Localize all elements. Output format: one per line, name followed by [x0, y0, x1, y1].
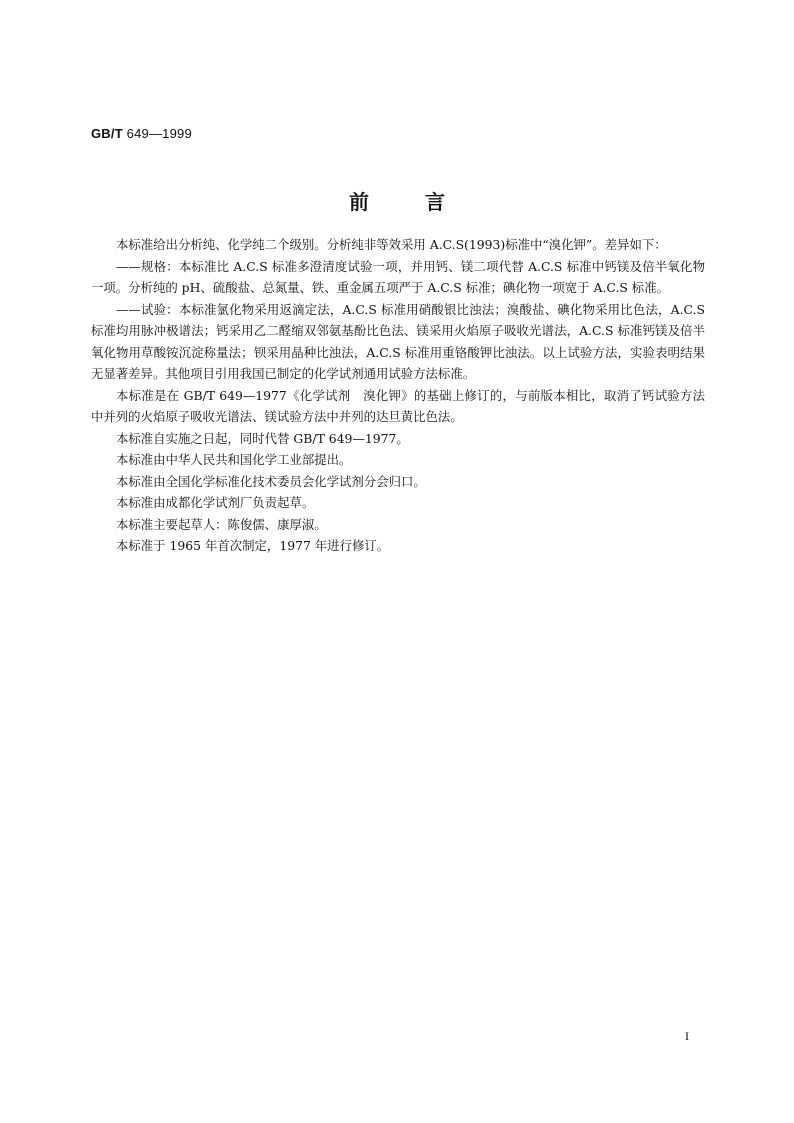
- standard-code: [91, 126, 192, 141]
- page-number: I: [685, 1029, 689, 1043]
- paragraph-drafting-unit: 本标准由成都化学试剂厂负责起草。: [116, 495, 315, 510]
- paragraph-administrator: 本标准由全国化学标准化技术委员会化学试剂分会归口。: [116, 473, 426, 489]
- paragraph-tests: ——试验：本标准氯化物采用返滴定法，A.C.S 标准用硝酸银比浊法；溴酸盐、碘化物采用比色法，A.C.S 标准均用脉冲极谱法；钙采用乙二醛缩双邻氨基酚比色法、镁采用火焰原子吸收光谱法，A.C.S 标准钙镁及倍半氧化物用草酸铵沉淀称量法；钡采用晶种比浊法，A.C.S 标准用重铬酸钾比浊法。以上试验方法，实验表明结果无显著差异。其他项目引用我国已制定的化学试剂通用试验方法标准。: [91, 301, 705, 381]
- paragraph-replacement: 本标准自实施之日起，同时代替 GB/T 649—1977。: [116, 430, 409, 446]
- paragraph-levels: 本标准给出分析纯、化学纯二个级别。分析纯非等效采用 A.C.S(1993)标准中“溴化钾”。差异如下：: [116, 237, 667, 252]
- paragraph-revision-basis: 本标准是在 GB/T 649—1977《化学试剂 溴化钾》的基础上修订的，与前版本相比，取消了钙试验方法中并列的火焰原子吸收光谱法、镁试验方法中并列的达旦黄比色法。: [91, 387, 705, 424]
- standard-number: 649—1999: [126, 126, 192, 141]
- paragraph-proposer: 本标准由中华人民共和国化学工业部提出。: [116, 452, 352, 467]
- foreword-body: [91, 234, 705, 557]
- paragraph-history: 本标准于 1965 年首次制定，1977 年进行修订。: [116, 538, 390, 553]
- paragraph-specifications: ——规格：本标准比 A.C.S 标准多澄清度试验一项，并用钙、镁二项代替 A.C.S 标准中钙镁及倍半氧化物一项。分析纯的 pH、硫酸盐、总氮量、铁、重金属五项严于 A.C.S 标准；碘化物一项宽于 A.C.S 标准。: [91, 258, 705, 295]
- page-title: 前言: [349, 190, 501, 214]
- standard-prefix: GB/T: [91, 126, 123, 141]
- paragraph-drafters: 本标准主要起草人：陈俊儒、康厚淑。: [116, 516, 327, 532]
